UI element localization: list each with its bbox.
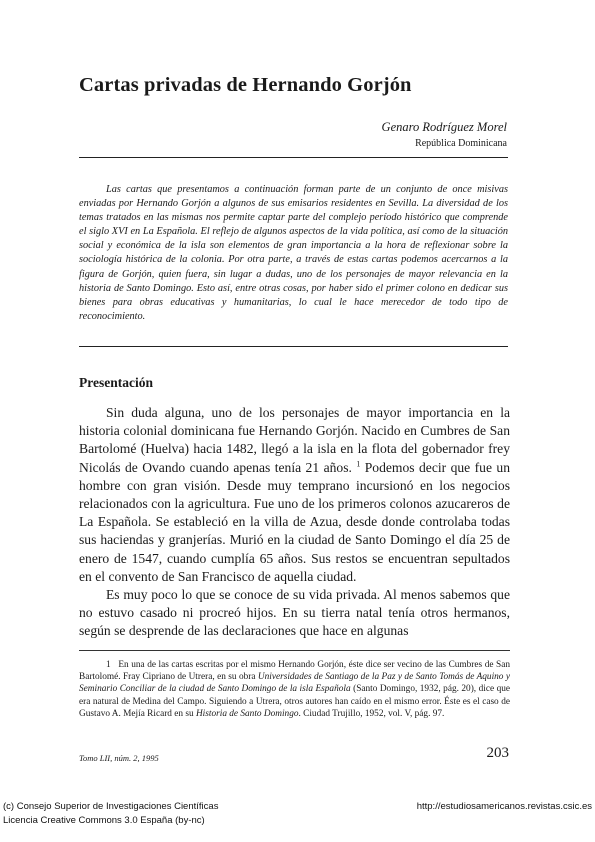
footnote-title: Universidades de Santiago de la Paz y de Santo Tomás de Aquino y Seminario Conciliar de la ciudad de Santo Domingo de la isla Española	[79, 672, 510, 695]
paragraph-text: Sin duda alguna, uno de los personajes de mayor importancia en la historia colonial dominicana fue Hernando Gorjón. Nacido en Cumbres de San Bartolomé (Huelva) hacia 1482, llegó a la isla en la flota del gobernador frey Nicolás de Ovando cuando apenas tenía 21 años.	[79, 405, 510, 475]
footnote-rule	[79, 650, 510, 651]
author-name: Genaro Rodríguez Morel	[381, 120, 507, 134]
top-rule	[79, 157, 508, 158]
article-title: Cartas privadas de Hernando Gorjón	[79, 74, 412, 96]
body-paragraph	[79, 404, 510, 586]
journal-url[interactable]: http://estudiosamericanos.revistas.csic.es	[416, 801, 592, 812]
footnote-marker: 1	[356, 459, 361, 469]
abstract	[79, 183, 508, 324]
footnote-text: (Santo Domingo, 1932, pág. 20), dice que era natural de Medina del Campo. Siguiendo a Utrera, otros autores han caído en el mismo error. Éste es el caso de Gustavo A. Mejía Ricard en su	[79, 684, 510, 719]
author-affiliation: República Dominicana	[415, 138, 507, 149]
body-text	[79, 404, 510, 641]
license-line: (c) Consejo Superior de Investigaciones Científicas	[3, 801, 219, 812]
footnote-text: . Ciudad Trujillo, 1952, vol. V, pág. 97.	[298, 708, 445, 719]
paragraph-text: Podemos decir que fue un hombre con gran visión. Desde muy temprano incursionó en los negocios relacionados con la agricultura. Fue uno de los primeros colonos azucareros de La Española. Se estableció en la villa de Azua, desde donde controlaba todas sus haciendas y granjerías. Murió en la ciudad de Santo Domingo el día 25 de enero de 1547, cuando cumplía 65 años. Sus restos se encuentran sepultados en el convento de San Francisco de aquella ciudad.	[79, 459, 510, 584]
license-line: Licencia Creative Commons 3.0 España (by-nc)	[3, 815, 205, 826]
page-number: 203	[486, 745, 509, 761]
footnote-title: Historia de Santo Domingo	[195, 708, 299, 719]
footnote-number: 1	[106, 660, 111, 670]
body-paragraph: Es muy poco lo que se conoce de su vida privada. Al menos sabemos que no estuvo casado ni procreó hijos. En su tierra natal tenía otros hermanos, según se desprende de las declaraciones que hace en algunas	[79, 587, 510, 639]
abstract-text: Las cartas que presentamos a continuación forman parte de un conjunto de once misivas enviadas por Hernando Gorjón a algunos de sus emisarios residentes en Sevilla. La diversidad de los temas tratados en las mismas nos permite captar parte del complejo período histórico que comprende el siglo XVI en La Española. El reflejo de algunos aspectos de la vida política, así como de la situación social y económica de la isla son elementos de gran importancia a la hora de reflexionar sobre la sociología histórica de la colonia. Por otra parte, a través de estas cartas podemos acercarnos a la figura de Gorjón, quien fuera, sin lugar a dudas, uno de los personajes de mayor relevancia en la historia de Santo Domingo. Esto así, entre otras cosas, por haber sido el primer colono en dedicar sus bienes para obras educativas y humanitarias, lo cual le hace merecedor de todo tipo de reconocimiento.	[79, 184, 508, 322]
journal-reference: Tomo LII, núm. 2, 1995	[79, 753, 159, 763]
section-heading: Presentación	[79, 375, 153, 390]
footnote-text: En una de las cartas escritas por el mismo Hernando Gorjón, éste dice ser vecino de las Cumbres de San Bartolomé. Fray Cipriano de Utrera, en su obra	[79, 660, 510, 683]
footnote	[79, 659, 510, 720]
abstract-rule	[79, 346, 508, 347]
